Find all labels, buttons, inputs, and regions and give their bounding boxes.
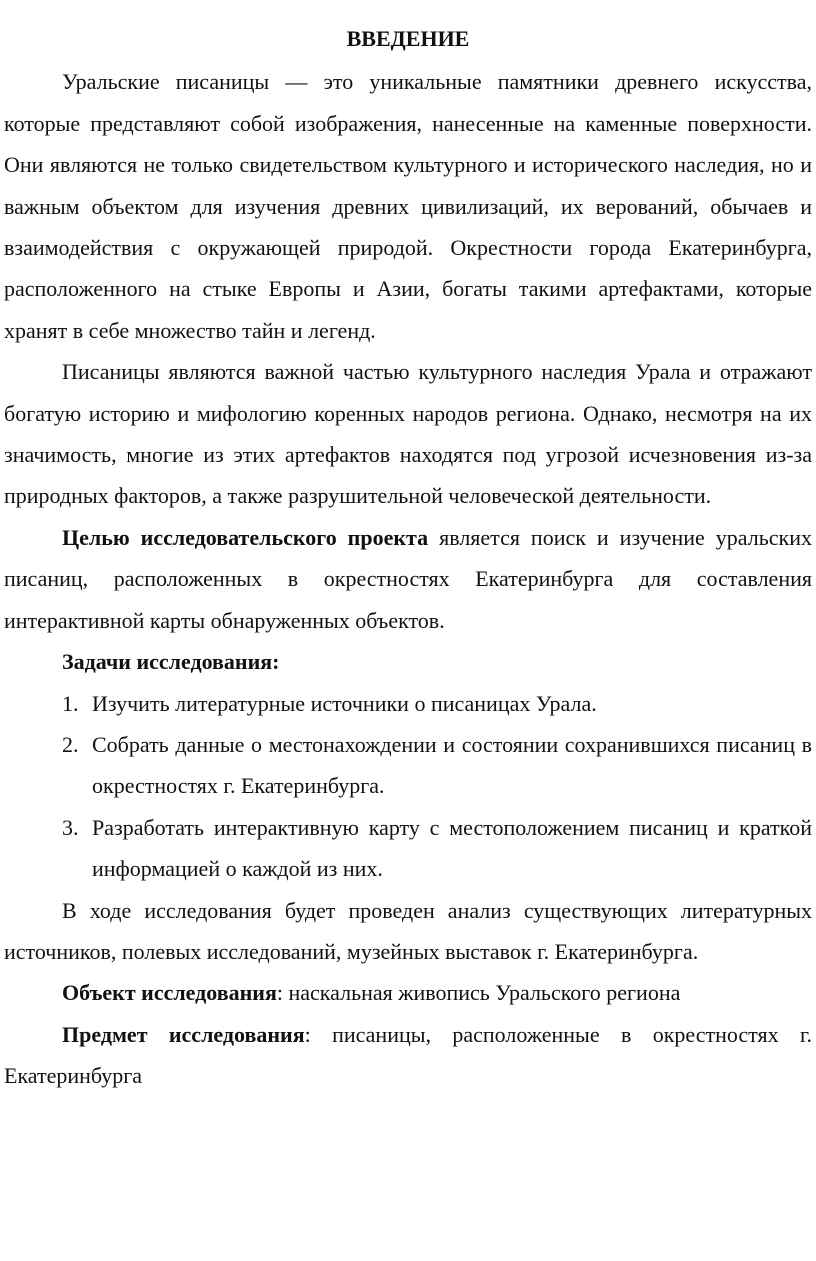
document-page (4, 18, 812, 1097)
page-title: ВВЕДЕНИЕ (346, 26, 470, 51)
list-item-text: Изучить литературные источники о писаницах Урала. (92, 690, 597, 716)
object-label: Объект исследования (62, 980, 277, 1006)
tasks-label: Задачи исследования: (62, 649, 280, 675)
list-item-number: 3. (62, 814, 79, 840)
list-item-text: Разработать интерактивную карту с местоположением писаниц и краткой информацией о каждой из них. (92, 814, 812, 882)
goal-text: является поиск и изучение уральских писаниц, расположенных в окрестностях Екатеринбурга для составления интерактивной карты обнаруженных объектов. (4, 524, 812, 633)
heritage-paragraph: Писаницы являются важной частью культурного наследия Урала и отражают богатую историю и мифологию коренных народов региона. Однако, несмотря на их значимость, многие из этих артефактов находятся под угрозой исчезновения из-за природных факторов, а также разрушительной человеческой деятельности. (4, 359, 812, 509)
list-item-number: 2. (62, 731, 79, 757)
subject-text: : писаницы, расположенные в окрестностях г. Екатеринбурга (4, 1021, 813, 1089)
goal-paragraph (4, 517, 812, 641)
list-item-number: 1. (62, 690, 79, 716)
tasks-heading (4, 641, 812, 682)
list-item (4, 807, 812, 890)
list-item (4, 724, 812, 807)
object-paragraph (4, 972, 812, 1013)
course-paragraph: В ходе исследования будет проведен анализ существующих литературных источников, полевых исследований, музейных выставок г. Екатеринбурга. (4, 897, 812, 964)
tasks-list (4, 683, 812, 890)
intro-paragraph: Уральские писаницы — это уникальные памятники древнего искусства, которые представляют собой изображения, нанесенные на каменные поверхности. Они являются не только свидетельством культурного и исторического наследия, но и важным объектом для изучения древних цивилизаций, их верований, обычаев и взаимодействия с окружающей природой. Окрестности города Екатеринбурга, расположенного на стыке Европы и Азии, богаты такими артефактами, которые хранят в себе множество тайн и легенд. (4, 69, 812, 343)
goal-label: Целью исследовательского проекта (62, 524, 429, 550)
list-item-text: Собрать данные о местонахождении и состоянии сохранившихся писаниц в окрестностях г. Екатеринбурга. (92, 731, 812, 799)
subject-paragraph (4, 1014, 812, 1097)
list-item (4, 683, 812, 724)
subject-label: Предмет исследования (62, 1021, 305, 1047)
object-text: : наскальная живопись Уральского региона (276, 980, 681, 1006)
